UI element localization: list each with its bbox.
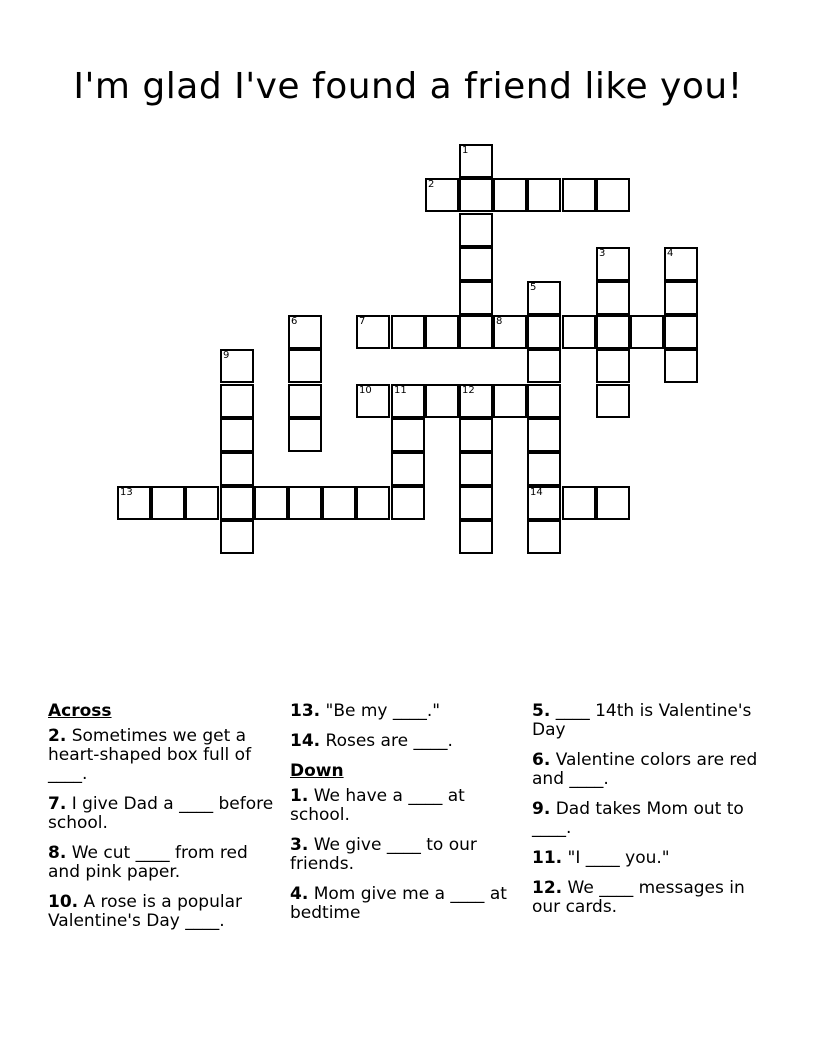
clue-item-text: ____ 14th is Valentine's Day	[532, 701, 752, 740]
clue-number: 13	[120, 487, 133, 498]
grid-cell[interactable]	[425, 178, 459, 212]
down-header: Down	[290, 761, 344, 781]
across-header: Across	[48, 701, 112, 721]
grid-cell[interactable]	[596, 384, 630, 418]
grid-cell[interactable]	[288, 418, 322, 452]
grid-cell[interactable]	[562, 315, 596, 349]
clue-number: 8	[496, 316, 503, 327]
grid-cell[interactable]	[220, 520, 254, 554]
clue-number: 6	[291, 316, 298, 327]
grid-cell[interactable]	[117, 486, 151, 520]
clue-item	[290, 787, 522, 825]
clue-item-text: We ____ messages in our cards.	[532, 878, 745, 917]
grid-cell[interactable]	[493, 178, 527, 212]
grid-cell[interactable]	[254, 486, 288, 520]
grid-cell[interactable]	[425, 384, 459, 418]
clue-item	[48, 893, 280, 931]
clue-number: 1	[462, 145, 469, 156]
grid-cell[interactable]	[527, 384, 561, 418]
clue-item-number: 2.	[48, 726, 67, 746]
grid-cell[interactable]	[459, 452, 493, 486]
grid-cell[interactable]	[356, 384, 390, 418]
clue-item-text: Roses are ____.	[320, 731, 453, 751]
grid-cell[interactable]	[288, 486, 322, 520]
grid-cell[interactable]	[527, 281, 561, 315]
grid-cell[interactable]	[288, 384, 322, 418]
clue-item-number: 6.	[532, 750, 551, 770]
puzzle-title: I'm glad I've found a friend like you!	[73, 66, 743, 108]
clue-item-number: 7.	[48, 794, 67, 814]
grid-cell[interactable]	[664, 315, 698, 349]
clue-item	[532, 751, 764, 789]
clue-item-text: Mom give me a ____ at bedtime	[290, 884, 507, 923]
grid-cell[interactable]	[459, 520, 493, 554]
grid-cell[interactable]	[664, 247, 698, 281]
clue-item-number: 3.	[290, 835, 309, 855]
grid-cell[interactable]	[527, 349, 561, 383]
clue-item	[290, 732, 522, 751]
clue-item	[48, 795, 280, 833]
clue-number: 4	[667, 248, 674, 259]
grid-cell[interactable]	[493, 315, 527, 349]
clue-item-number: 5.	[532, 701, 551, 721]
clue-number: 7	[359, 316, 366, 327]
clue-item-text: Sometimes we get a heart-shaped box full of ____.	[48, 726, 252, 784]
clue-column-1	[48, 702, 280, 942]
grid-cell[interactable]	[151, 486, 185, 520]
clue-item-number: 9.	[532, 799, 551, 819]
grid-cell[interactable]	[527, 315, 561, 349]
clue-item-text: I give Dad a ____ before school.	[48, 794, 274, 833]
grid-cell[interactable]	[527, 520, 561, 554]
grid-cell[interactable]	[391, 486, 425, 520]
clue-column-2	[290, 702, 522, 934]
clue-item-text: We give ____ to our friends.	[290, 835, 477, 874]
clue-item	[48, 844, 280, 882]
grid-cell[interactable]	[596, 315, 630, 349]
clue-item-text: "Be my ____."	[320, 701, 441, 721]
grid-cell[interactable]	[391, 452, 425, 486]
clue-number: 14	[530, 487, 543, 498]
grid-cell[interactable]	[220, 384, 254, 418]
clue-item-number: 13.	[290, 701, 321, 721]
grid-cell[interactable]	[562, 486, 596, 520]
clue-column-3	[532, 702, 764, 928]
grid-cell[interactable]	[185, 486, 219, 520]
clue-item-number: 8.	[48, 843, 67, 863]
grid-cell[interactable]	[459, 486, 493, 520]
clue-item	[532, 849, 764, 868]
grid-cell[interactable]	[493, 384, 527, 418]
clue-item	[290, 836, 522, 874]
grid-cell[interactable]	[527, 486, 561, 520]
clue-item-text: "I ____ you."	[562, 848, 670, 868]
grid-cell[interactable]	[562, 178, 596, 212]
grid-cell[interactable]	[527, 418, 561, 452]
grid-cell[interactable]	[322, 486, 356, 520]
grid-cell[interactable]	[459, 213, 493, 247]
grid-cell[interactable]	[391, 315, 425, 349]
clue-number: 10	[359, 385, 372, 396]
clue-item	[290, 885, 522, 923]
grid-cell[interactable]	[459, 247, 493, 281]
clue-number: 2	[428, 179, 435, 190]
grid-cell[interactable]	[288, 315, 322, 349]
clue-item	[532, 800, 764, 838]
grid-cell[interactable]	[220, 452, 254, 486]
clue-number: 3	[599, 248, 606, 259]
grid-cell[interactable]	[220, 418, 254, 452]
clue-item	[532, 702, 764, 740]
clue-item-number: 10.	[48, 892, 79, 912]
grid-cell[interactable]	[527, 452, 561, 486]
grid-cell[interactable]	[220, 349, 254, 383]
clue-item	[532, 879, 764, 917]
clue-item-number: 12.	[532, 878, 563, 898]
clue-number: 9	[223, 350, 230, 361]
grid-cell[interactable]	[459, 384, 493, 418]
grid-cell[interactable]	[288, 349, 322, 383]
grid-cell[interactable]	[425, 315, 459, 349]
clue-item-number: 11.	[532, 848, 563, 868]
clue-item-text: We cut ____ from red and pink paper.	[48, 843, 248, 882]
grid-cell[interactable]	[459, 315, 493, 349]
grid-cell[interactable]	[220, 486, 254, 520]
clue-item-text: A rose is a popular Valentine's Day ____.	[48, 892, 242, 931]
grid-cell[interactable]	[459, 178, 493, 212]
grid-cell[interactable]	[356, 486, 390, 520]
grid-cell[interactable]	[459, 281, 493, 315]
clue-item	[48, 727, 280, 784]
clue-number: 5	[530, 282, 537, 293]
grid-cell[interactable]	[630, 315, 664, 349]
clue-item-number: 4.	[290, 884, 309, 904]
grid-cell[interactable]	[596, 281, 630, 315]
clue-item-text: Dad takes Mom out to ____.	[532, 799, 744, 838]
clue-item-number: 1.	[290, 786, 309, 806]
grid-cell[interactable]	[596, 178, 630, 212]
clue-number: 12	[462, 385, 475, 396]
clue-item-number: 14.	[290, 731, 321, 751]
grid-cell[interactable]	[459, 144, 493, 178]
grid-cell[interactable]	[596, 247, 630, 281]
grid-cell[interactable]	[664, 349, 698, 383]
clue-item-text: Valentine colors are red and ____.	[532, 750, 758, 789]
grid-cell[interactable]	[391, 384, 425, 418]
grid-cell[interactable]	[356, 315, 390, 349]
clue-number: 11	[394, 385, 407, 396]
grid-cell[interactable]	[664, 281, 698, 315]
clue-item-text: We have a ____ at school.	[290, 786, 465, 825]
grid-cell[interactable]	[527, 178, 561, 212]
grid-cell[interactable]	[391, 418, 425, 452]
grid-cell[interactable]	[596, 486, 630, 520]
clue-item	[290, 702, 522, 721]
grid-cell[interactable]	[459, 418, 493, 452]
grid-cell[interactable]	[596, 349, 630, 383]
